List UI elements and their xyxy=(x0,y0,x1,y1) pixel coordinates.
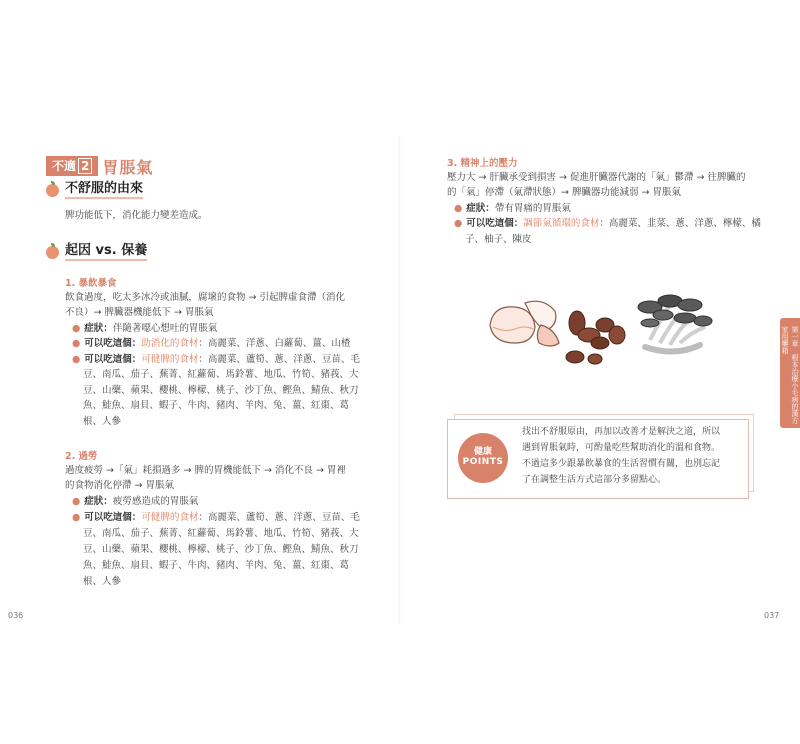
food-bullet: ● 可以吃這個：可健脾的食材：高麗菜、蘆筍、蔥、洋蔥、豆苗、毛 xyxy=(72,354,360,365)
food-list-line: 豆、山藥、蘋果、櫻桃、檸檬、桃子、沙丁魚、鰹魚、鯖魚、秋刀 xyxy=(83,544,359,555)
section-heading: 3. 精神上的壓力 xyxy=(447,158,518,169)
section-text-line: 飲食過度，吃太多冰冷或油膩，腐壞的食物 → 引起脾虛食滯（消化 xyxy=(65,292,346,303)
food-list-line: 豆、南瓜、茄子、蕪菁、紅蘿蔔、馬鈴薯、地瓜、竹筍、豬莪、大 xyxy=(83,369,359,380)
dates-icon xyxy=(566,311,625,364)
section-text-line: 不良）→ 脾臟器機能低下 → 胃脹氣 xyxy=(65,307,214,318)
cause-heading: 不舒服的由來 xyxy=(46,181,143,199)
food-list-line: 根、人參 xyxy=(83,576,122,587)
health-points-box xyxy=(447,419,749,499)
page-number-right: 037 xyxy=(764,611,780,620)
health-points-badge: 健康 POINTS xyxy=(458,433,508,483)
section-text-line: 壓力大 → 肝臟承受到損害 → 促進肝臟器代謝的「氣」鬱滯 → 往脾臟的 xyxy=(447,172,746,183)
food-list-line: 根、人參 xyxy=(83,416,122,427)
food-list-line: 魚、鮭魚、扇貝、蝦子、牛肉、豬肉、羊肉、兔、薑、紅棗、葛 xyxy=(83,400,350,411)
page-number-left: 036 xyxy=(8,611,24,620)
symptom-bullet: ● 症狀：帶有胃痛的胃脹氣 xyxy=(454,203,571,214)
food-bullet: ● 可以吃這個：可健脾的食材：高麗菜、蘆筍、蔥、洋蔥、豆苗、毛 xyxy=(72,512,360,523)
chapter-side-tab: 第一章 根本治療小毛病的漢方家用藥箱 xyxy=(780,318,800,428)
section-heading: 1. 暴飲暴食 xyxy=(65,278,117,289)
food-list-line: 豆、山藥、蘋果、櫻桃、檸檬、桃子、沙丁魚、鰹魚、鯖魚、秋刀 xyxy=(83,385,359,396)
peach-icon xyxy=(46,246,59,259)
food-list-line: 魚、鮭魚、扇貝、蝦子、牛肉、豬肉、羊肉、兔、薑、紅棗、葛 xyxy=(83,560,350,571)
symptom-bullet: ● 症狀：伴隨著噁心想吐的胃脹氣 xyxy=(72,323,218,334)
peach-icon xyxy=(46,184,59,197)
apple-icon xyxy=(490,301,559,346)
apple-dates-mushroom-illustration xyxy=(485,285,715,370)
care-heading: 起因 vs. 保養 xyxy=(46,243,147,261)
title-text: 胃脹氣 xyxy=(102,157,154,177)
mushroom-icon xyxy=(638,295,712,352)
food-list-line: 子、柚子、陳皮 xyxy=(465,234,532,245)
page-title xyxy=(46,155,153,177)
title-tag: 不適 2 xyxy=(46,156,98,176)
food-bullet: ● 可以吃這個：調節氣循環的食材：高麗菜、韭菜、蔥、洋蔥、檸檬、橘 xyxy=(454,218,761,229)
page-gutter xyxy=(399,135,401,625)
section-text-line: 的食物消化停滯 → 胃脹氣 xyxy=(65,480,174,491)
health-points-text: 找出不舒服原由，再加以改善才是解決之道，所以 遇到胃脹氣時，可酌量吃些幫助消化的溫和食物。 不過這多少跟暴飲暴食的生活習慣有關，也別忘記 了在調整生活方式這部分多留點心。 xyxy=(522,427,721,485)
food-list-line: 豆、南瓜、茄子、蕪菁、紅蘿蔔、馬鈴薯、地瓜、竹筍、豬莪、大 xyxy=(83,528,359,539)
symptom-bullet: ● 症狀：疲勞感造成的胃脹氣 xyxy=(72,496,199,507)
section-heading: 2. 過勞 xyxy=(65,451,98,462)
section-text-line: 的「氣」停滯（氣滯狀態）→ 脾臟器功能減弱 → 胃脹氣 xyxy=(447,187,681,198)
cause-text: 脾功能低下，消化能力變差造成。 xyxy=(65,210,208,221)
food-bullet: ● 可以吃這個：助消化的食材：高麗菜、洋蔥、白蘿蔔、薑、山楂 xyxy=(72,338,351,349)
section-text-line: 過度疲勞 →「氣」耗損過多 → 脾的胃機能低下 → 消化不良 → 胃裡 xyxy=(65,465,346,476)
